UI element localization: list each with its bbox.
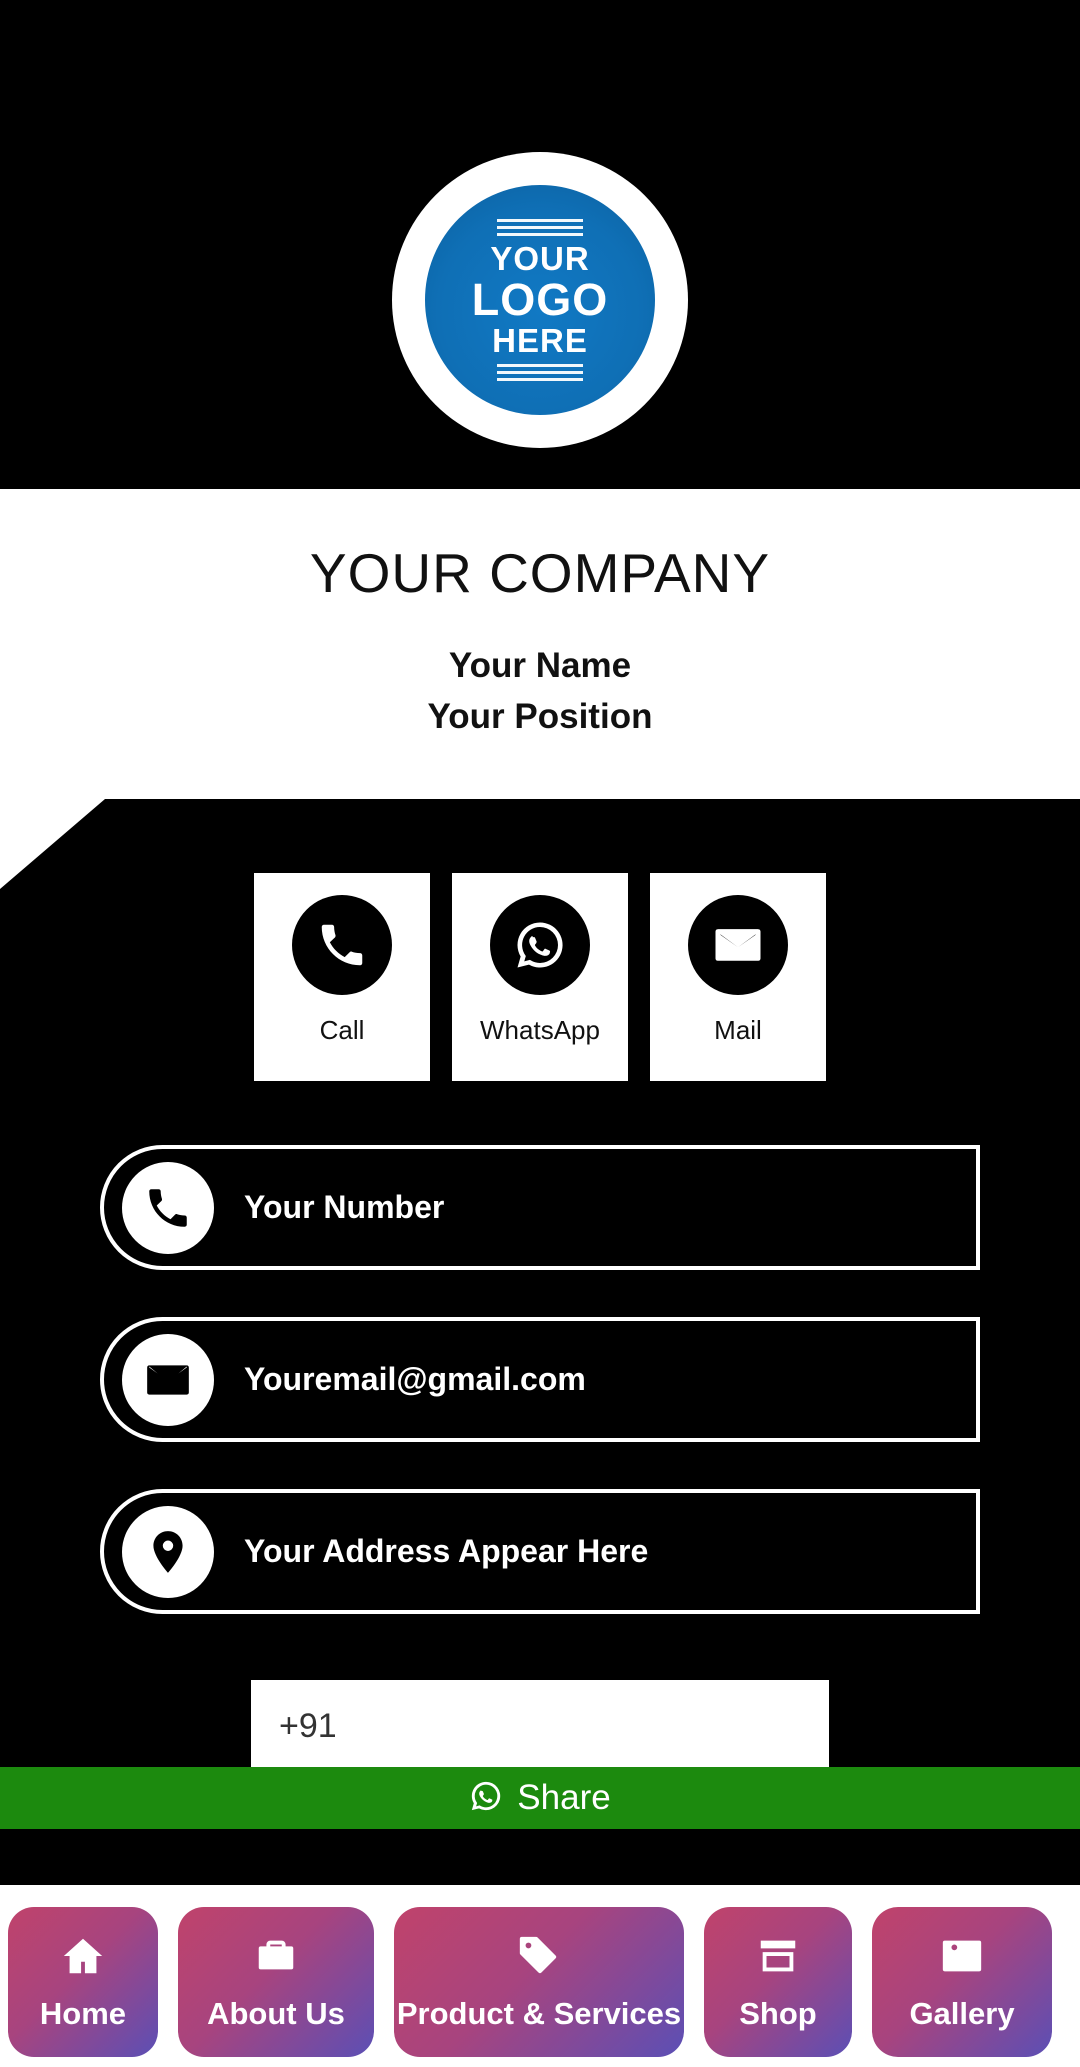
action-call-button[interactable] bbox=[254, 873, 430, 1081]
phone-number-input[interactable] bbox=[251, 1680, 829, 1772]
phone-icon bbox=[292, 895, 392, 995]
logo-line-1: YOUR bbox=[490, 239, 590, 277]
mail-icon bbox=[688, 895, 788, 995]
action-mail-button[interactable] bbox=[650, 873, 826, 1081]
contact-row-address[interactable] bbox=[100, 1489, 980, 1614]
mail-icon bbox=[122, 1334, 214, 1426]
action-whatsapp-button[interactable] bbox=[452, 873, 628, 1081]
whatsapp-icon bbox=[469, 1779, 503, 1818]
person-position: Your Position bbox=[427, 696, 653, 736]
nav-label-gallery: Gallery bbox=[909, 1995, 1015, 2031]
nav-label-shop: Shop bbox=[739, 1995, 817, 2031]
logo-badge bbox=[418, 178, 662, 422]
action-mail-label: Mail bbox=[714, 1015, 762, 1045]
logo-line-2: LOGO bbox=[471, 274, 609, 326]
phone-country-code: +91 bbox=[279, 1706, 337, 1745]
logo-line-3: HERE bbox=[492, 321, 588, 359]
contact-email-value: Youremail@gmail.com bbox=[244, 1361, 586, 1397]
nav-item-home[interactable] bbox=[8, 1907, 158, 2057]
whatsapp-icon bbox=[490, 895, 590, 995]
share-label: Share bbox=[517, 1778, 611, 1817]
person-name: Your Name bbox=[448, 646, 632, 685]
nav-label-about-us: About Us bbox=[207, 1995, 345, 2031]
nav-item-about-us[interactable] bbox=[178, 1907, 374, 2057]
image-icon bbox=[939, 1933, 985, 1984]
logo-decor-lines-top-icon bbox=[497, 219, 583, 236]
header-section bbox=[0, 0, 1080, 489]
nav-label-product-services: Product & Services bbox=[396, 1995, 682, 2031]
phone-icon bbox=[122, 1162, 214, 1254]
nav-item-gallery[interactable] bbox=[872, 1907, 1052, 2057]
action-call-label: Call bbox=[319, 1015, 365, 1045]
contact-row-phone[interactable] bbox=[100, 1145, 980, 1270]
contact-phone-value: Your Number bbox=[244, 1189, 445, 1225]
action-whatsapp-label: WhatsApp bbox=[480, 1015, 600, 1045]
contact-row-email[interactable] bbox=[100, 1317, 980, 1442]
share-button[interactable] bbox=[0, 1767, 1080, 1829]
company-info-band bbox=[0, 489, 1080, 799]
briefcase-icon bbox=[253, 1933, 299, 1984]
page-title: YOUR COMPANY bbox=[309, 542, 771, 604]
logo-decor-lines-bottom-icon bbox=[497, 364, 583, 381]
home-icon bbox=[60, 1933, 106, 1984]
nav-item-shop[interactable] bbox=[704, 1907, 852, 2057]
store-icon bbox=[755, 1933, 801, 1984]
tag-icon bbox=[516, 1933, 562, 1984]
location-pin-icon bbox=[122, 1506, 214, 1598]
nav-label-home: Home bbox=[39, 1995, 127, 2031]
quick-actions bbox=[0, 873, 1080, 1081]
company-logo bbox=[392, 152, 688, 448]
nav-item-product-services[interactable] bbox=[394, 1907, 684, 2057]
bottom-navigation bbox=[0, 1885, 1080, 2067]
contact-address-value: Your Address Appear Here bbox=[244, 1533, 649, 1569]
contact-list bbox=[0, 1145, 1080, 1661]
